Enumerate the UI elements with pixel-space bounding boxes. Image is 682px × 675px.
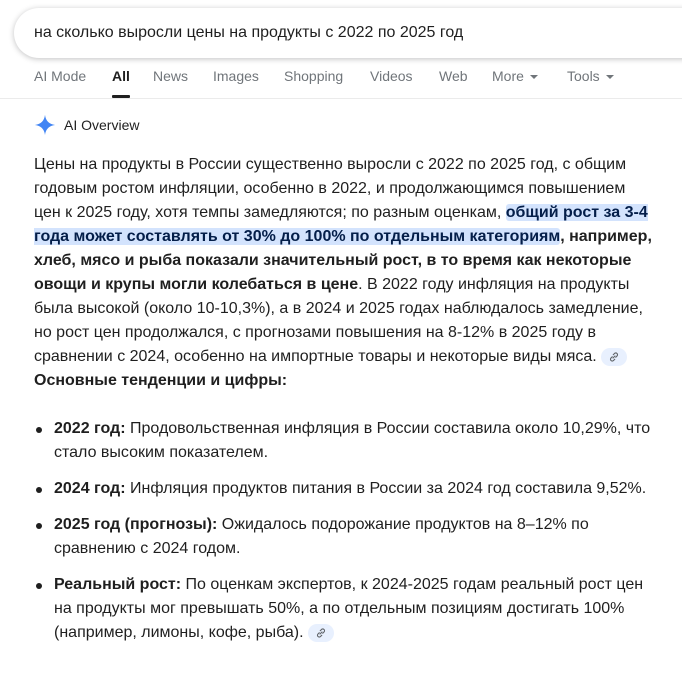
list-item: 2025 год (прогнозы): Ожидалось подорожание продуктов на 8–12% по сравнению с 2024 годом.: [34, 513, 654, 561]
bold-claim: , например, хлеб, мясо и рыба показали значительный рост, в то время как некоторые овощи и крупы могли колебаться в цене: [34, 228, 652, 293]
search-query: на сколько выросли цены на продукты с 2022 по 2025 год: [34, 24, 464, 41]
tab-images[interactable]: Images: [213, 68, 259, 84]
list-item: 2024 год: Инфляция продуктов питания в России за 2024 год составила 9,52%.: [34, 477, 654, 501]
tab-ai-mode[interactable]: AI Mode: [34, 68, 87, 84]
tab-tools[interactable]: Tools: [567, 68, 614, 96]
tab-all[interactable]: All: [112, 68, 130, 96]
tab-more[interactable]: More: [492, 68, 538, 96]
tab-web[interactable]: Web: [439, 68, 468, 84]
source-link-button[interactable]: [308, 624, 334, 642]
tab-news[interactable]: News: [153, 68, 189, 84]
overview-paragraph: Цены на продукты в России существенно выросли с 2022 по 2025 год, с общим годовым ростом инфляции, особенно в 2022, и продолжающимся повышением цен к 2025 году, хотя темпы замедляются; по разным оценкам, общий рост за 3-4 года может составлять от 30% до 100% по отдельным категориям, например, хлеб, мясо и рыба показали значительный рост, в то время как некоторые овощи и крупы могли колебаться в цене. В 2022 году инфляция на продукты была высокой (около 10-10,3%), а в 2024 и 2025 годах наблюдалось замедление, но рост цен продолжался, с прогнозами повышения на 8-12% в 2025 году в сравнении с 2024, особенно на импортные товары и некоторые виды мяса.: [34, 156, 652, 365]
chevron-down-icon: [606, 75, 614, 79]
tab-shopping[interactable]: Shopping: [284, 68, 344, 84]
ai-overview-header: [34, 113, 139, 137]
section-title: Основные тенденции и цифры:: [34, 372, 288, 389]
chevron-down-icon: [530, 75, 538, 79]
ai-overview-title: AI Overview: [64, 117, 140, 133]
link-icon: [315, 627, 327, 639]
search-input[interactable]: [14, 8, 682, 58]
search-tabs: [0, 60, 682, 99]
gemini-sparkle-icon: [34, 114, 56, 136]
ai-overview-content: [34, 153, 654, 657]
list-item: Реальный рост: По оценкам экспертов, к 2024-2025 годам реальный рост цен на продукты мог превышать 50%, а по отдельным позициям достигать 100% (например, лимоны, кофе, рыба).: [34, 573, 654, 645]
list-item: 2022 год: Продовольственная инфляция в России составила около 10,29%, что стало высоким показателем.: [34, 417, 654, 465]
key-points-list: [34, 417, 654, 645]
tab-videos[interactable]: Videos: [370, 68, 413, 84]
highlighted-claim: общий рост за 3-4 года может составлять от 30% до 100% по отдельным категориям: [34, 204, 648, 245]
link-icon: [608, 351, 620, 363]
source-link-button[interactable]: [601, 348, 627, 366]
